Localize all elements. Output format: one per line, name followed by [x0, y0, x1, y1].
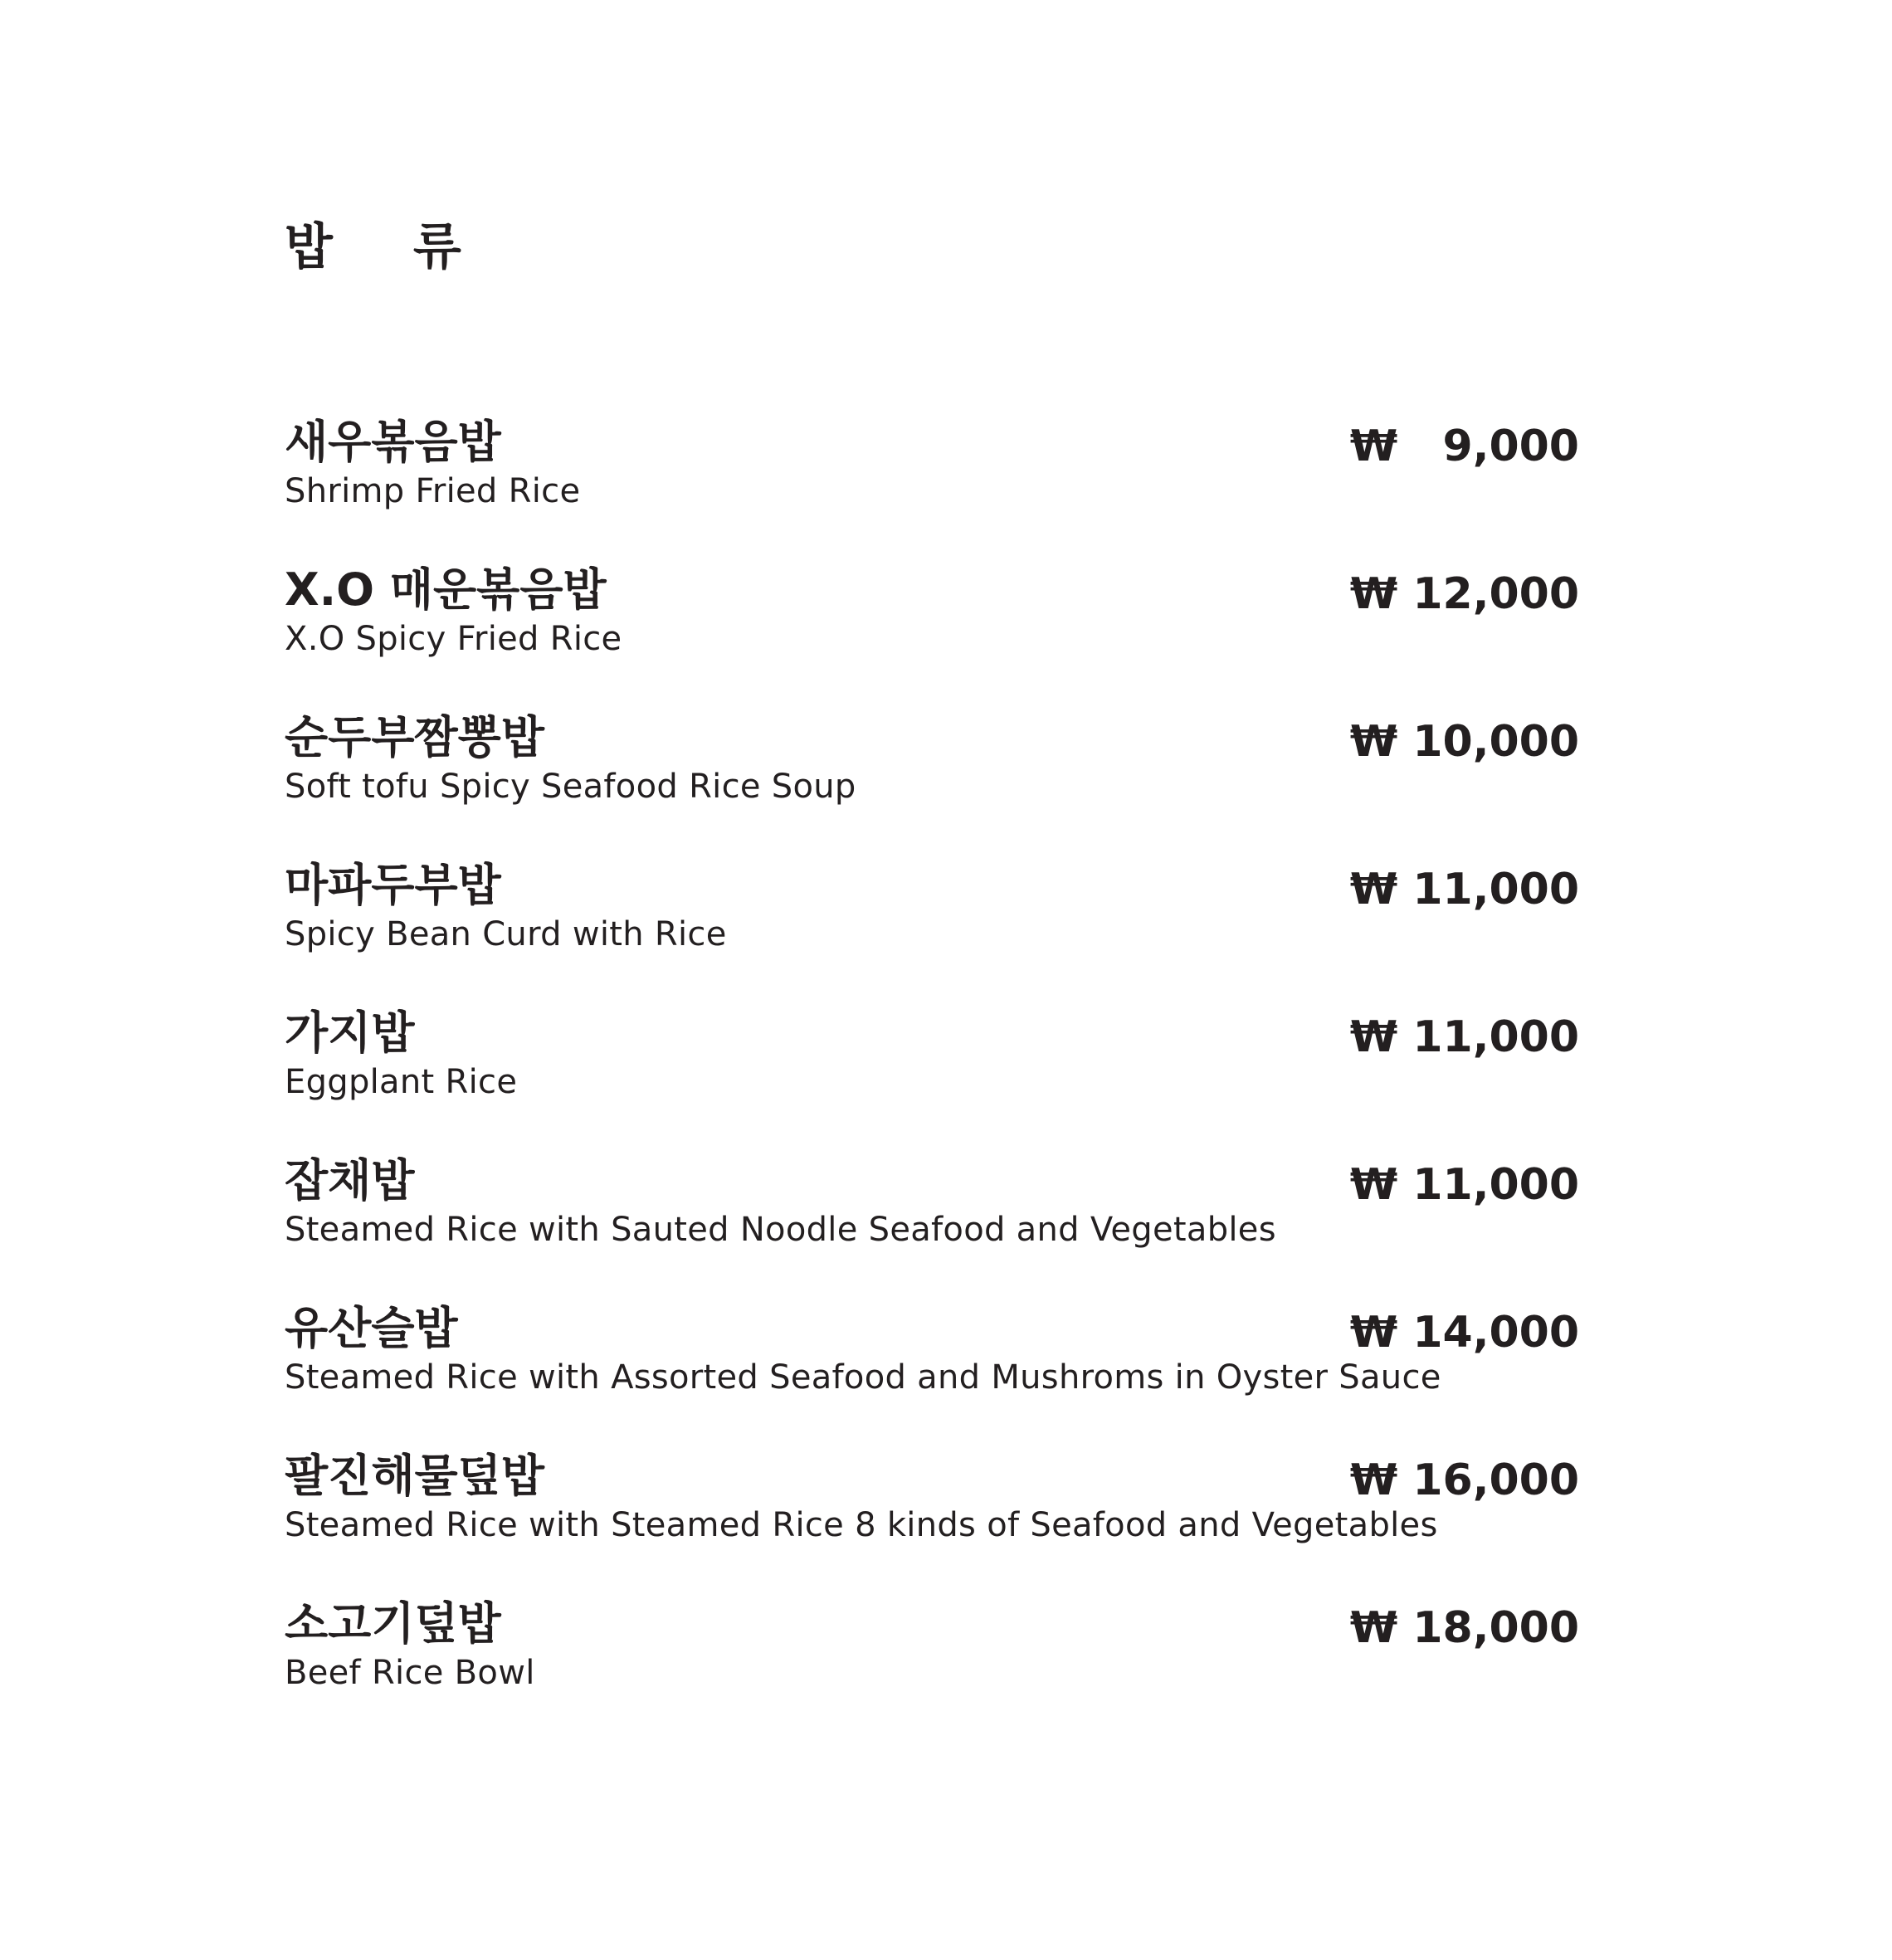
menu-item: [285, 1449, 1579, 1597]
menu-item: [285, 710, 1579, 858]
menu-item: [285, 1153, 1579, 1301]
menu-item-name-korean: 가지밥: [285, 1007, 415, 1059]
menu-item-name-english: Steamed Rice with Steamed Rice 8 kinds of Seafood and Vegetables: [285, 1506, 1438, 1544]
menu-item: [285, 1006, 1579, 1153]
menu-item-name-korean: 마파두부밥: [285, 859, 501, 911]
menu-item-price: ₩ 11,000: [1349, 1160, 1579, 1210]
menu-item-name-korean: 팔진해물덮밥: [285, 1450, 544, 1502]
menu-item: [285, 1597, 1579, 1744]
menu-item-price: ₩ 11,000: [1349, 1012, 1579, 1062]
menu-item-price: ₩ 10,000: [1349, 717, 1579, 767]
menu-item: [285, 1301, 1579, 1449]
menu-item-name-korean: 유산슬밥: [285, 1302, 458, 1354]
menu-list: [285, 415, 1579, 1744]
menu-item-name-english: Steamed Rice with Assorted Seafood and Mushroms in Oyster Sauce: [285, 1358, 1441, 1397]
menu-item-name-english: Shrimp Fried Rice: [285, 472, 581, 510]
menu-item-price: ₩ 16,000: [1349, 1455, 1579, 1505]
menu-item-name-korean: X.O 매운볶음밥: [285, 563, 607, 616]
menu-item-name-english: X.O Spicy Fried Rice: [285, 620, 622, 658]
menu-item-name-korean: 소고기덮밥: [285, 1597, 501, 1650]
menu-category-title: 밥 류: [285, 218, 493, 277]
menu-item-price: ₩ 9,000: [1349, 422, 1579, 471]
menu-item-name-english: Eggplant Rice: [285, 1063, 518, 1101]
menu-item-name-korean: 순두부짬뽕밥: [285, 711, 544, 763]
menu-item-price: ₩ 11,000: [1349, 865, 1579, 914]
menu-item-price: ₩ 14,000: [1349, 1308, 1579, 1358]
menu-item-name-english: Steamed Rice with Sauted Noodle Seafood and Vegetables: [285, 1211, 1276, 1249]
menu-item: [285, 563, 1579, 710]
menu-item-name-korean: 새우볶음밥: [285, 416, 501, 468]
menu-item-price: ₩ 18,000: [1349, 1603, 1579, 1653]
menu-item: [285, 858, 1579, 1006]
menu-item-name-english: Beef Rice Bowl: [285, 1654, 535, 1692]
menu-item-name-english: Soft tofu Spicy Seafood Rice Soup: [285, 768, 856, 806]
menu-item-price: ₩ 12,000: [1349, 569, 1579, 619]
menu-item: [285, 415, 1579, 563]
menu-item-name-korean: 잡채밥: [285, 1154, 415, 1207]
menu-item-name-english: Spicy Bean Curd with Rice: [285, 915, 727, 953]
